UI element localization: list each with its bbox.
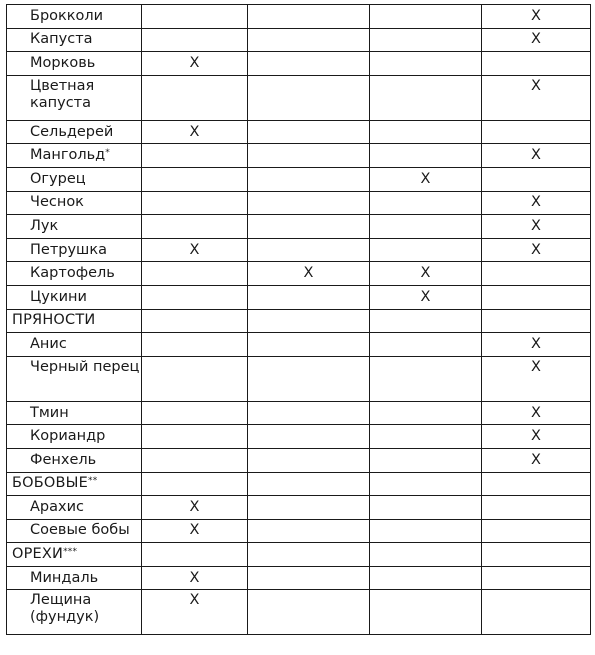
mark-cell-1 [142, 448, 248, 472]
mark-cell-3: X [370, 285, 482, 309]
item-name [7, 333, 142, 357]
mark-cell-2 [248, 519, 370, 543]
row-label: Арахис [30, 498, 84, 515]
mark-cell-3 [370, 120, 482, 144]
mark-cell-4 [482, 285, 591, 309]
mark-cell-1 [142, 425, 248, 449]
item-name [7, 191, 142, 215]
item-name [7, 262, 142, 286]
mark-cell-3 [370, 590, 482, 635]
mark-cell-4: X [482, 356, 591, 401]
mark-cell-3 [370, 215, 482, 239]
table-row [7, 52, 591, 76]
mark-cell-2 [248, 543, 370, 567]
item-name [7, 120, 142, 144]
item-name [7, 167, 142, 191]
mark-cell-3 [370, 309, 482, 333]
mark-cell-1 [142, 167, 248, 191]
table-row [7, 566, 591, 590]
mark-cell-4 [482, 262, 591, 286]
table-row [7, 5, 591, 29]
row-label: Сельдерей [30, 123, 114, 140]
mark-cell-2: X [248, 262, 370, 286]
row-label: Соевые бобы [30, 522, 130, 539]
section-header-row [7, 309, 591, 333]
mark-cell-4: X [482, 448, 591, 472]
mark-cell-4 [482, 496, 591, 520]
table-row [7, 356, 591, 401]
mark-cell-1: X [142, 566, 248, 590]
item-name [7, 356, 142, 401]
item-name [7, 28, 142, 52]
mark-cell-4 [482, 472, 591, 496]
row-label: Анис [30, 335, 67, 352]
mark-cell-2 [248, 144, 370, 168]
mark-cell-3 [370, 52, 482, 76]
mark-cell-2 [248, 75, 370, 120]
mark-cell-1 [142, 215, 248, 239]
mark-cell-4 [482, 52, 591, 76]
section-header-row [7, 543, 591, 567]
mark-cell-2 [248, 191, 370, 215]
item-name [7, 285, 142, 309]
row-label: Цукини [30, 288, 87, 305]
mark-cell-3 [370, 566, 482, 590]
mark-cell-3 [370, 28, 482, 52]
mark-cell-1 [142, 356, 248, 401]
mark-cell-3 [370, 472, 482, 496]
mark-cell-2 [248, 285, 370, 309]
mark-cell-4: X [482, 28, 591, 52]
mark-cell-2 [248, 566, 370, 590]
mark-cell-4: X [482, 425, 591, 449]
mark-cell-4: X [482, 75, 591, 120]
table-row [7, 448, 591, 472]
table-row [7, 519, 591, 543]
mark-cell-1 [142, 144, 248, 168]
mark-cell-2 [248, 425, 370, 449]
section-header-row [7, 472, 591, 496]
mark-cell-1: X [142, 590, 248, 635]
item-name [7, 425, 142, 449]
table-row [7, 262, 591, 286]
table-row [7, 590, 591, 635]
mark-cell-3 [370, 144, 482, 168]
table-row [7, 333, 591, 357]
mark-cell-1 [142, 401, 248, 425]
table-row [7, 191, 591, 215]
mark-cell-1: X [142, 120, 248, 144]
row-label: Огурец [30, 170, 86, 187]
mark-cell-2 [248, 401, 370, 425]
mark-cell-2 [248, 590, 370, 635]
footnote-marker: * [105, 148, 110, 159]
table-row [7, 238, 591, 262]
item-name [7, 238, 142, 262]
mark-cell-2 [248, 356, 370, 401]
mark-cell-1 [142, 75, 248, 120]
mark-cell-1 [142, 472, 248, 496]
mark-cell-4: X [482, 5, 591, 29]
mark-cell-1 [142, 285, 248, 309]
section-title [7, 309, 142, 333]
mark-cell-1 [142, 5, 248, 29]
mark-cell-4: X [482, 144, 591, 168]
table-row [7, 285, 591, 309]
row-label: Черный перец [30, 358, 140, 375]
footnote-marker: *** [63, 547, 78, 558]
row-label: Фенхель [30, 451, 97, 468]
item-name [7, 144, 142, 168]
mark-cell-2 [248, 28, 370, 52]
mark-cell-4: X [482, 191, 591, 215]
mark-cell-3 [370, 448, 482, 472]
mark-cell-4: X [482, 401, 591, 425]
table-row [7, 28, 591, 52]
item-name [7, 566, 142, 590]
mark-cell-2 [248, 215, 370, 239]
mark-cell-4 [482, 309, 591, 333]
item-name [7, 519, 142, 543]
row-label: Капуста [30, 31, 93, 48]
table-row [7, 496, 591, 520]
mark-cell-4: X [482, 333, 591, 357]
mark-cell-4 [482, 519, 591, 543]
mark-cell-4 [482, 566, 591, 590]
table-row [7, 120, 591, 144]
item-name [7, 401, 142, 425]
mark-cell-3 [370, 191, 482, 215]
row-label: Миндаль [30, 569, 99, 586]
mark-cell-3 [370, 5, 482, 29]
mark-cell-1: X [142, 496, 248, 520]
mark-cell-2 [248, 496, 370, 520]
table-body [7, 5, 591, 635]
row-label: Петрушка [30, 241, 107, 258]
row-label: БОБОВЫЕ [12, 475, 89, 492]
item-name [7, 52, 142, 76]
row-label: Лещина (фундук) [30, 592, 100, 626]
mark-cell-1 [142, 309, 248, 333]
mark-cell-3 [370, 519, 482, 543]
mark-cell-1: X [142, 52, 248, 76]
mark-cell-1: X [142, 519, 248, 543]
mark-cell-3 [370, 496, 482, 520]
item-name [7, 215, 142, 239]
mark-cell-3 [370, 356, 482, 401]
mark-cell-2 [248, 167, 370, 191]
mark-cell-3 [370, 543, 482, 567]
mark-cell-4 [482, 543, 591, 567]
mark-cell-4: X [482, 238, 591, 262]
mark-cell-1 [142, 191, 248, 215]
item-name [7, 75, 142, 120]
mark-cell-3 [370, 333, 482, 357]
mark-cell-1: X [142, 238, 248, 262]
row-label: ОРЕХИ [12, 546, 64, 563]
mark-cell-4: X [482, 215, 591, 239]
row-label: Картофель [30, 265, 115, 282]
row-label: Чеснок [30, 194, 84, 211]
item-name [7, 496, 142, 520]
section-title [7, 472, 142, 496]
mark-cell-2 [248, 52, 370, 76]
mark-cell-3 [370, 75, 482, 120]
row-label: Тмин [30, 404, 69, 421]
mark-cell-3 [370, 401, 482, 425]
mark-cell-1 [142, 28, 248, 52]
mark-cell-4 [482, 167, 591, 191]
table-row [7, 144, 591, 168]
table-row [7, 425, 591, 449]
row-label: ПРЯНОСТИ [12, 312, 96, 329]
food-table [6, 4, 591, 635]
mark-cell-1 [142, 262, 248, 286]
mark-cell-2 [248, 238, 370, 262]
table-row [7, 167, 591, 191]
table-row [7, 215, 591, 239]
mark-cell-3 [370, 238, 482, 262]
mark-cell-2 [248, 309, 370, 333]
mark-cell-2 [248, 120, 370, 144]
row-label: Брокколи [30, 7, 104, 24]
item-name [7, 5, 142, 29]
item-name [7, 448, 142, 472]
mark-cell-2 [248, 333, 370, 357]
mark-cell-4 [482, 120, 591, 144]
table-row [7, 75, 591, 120]
mark-cell-1 [142, 333, 248, 357]
row-label: Лук [30, 217, 59, 234]
mark-cell-2 [248, 472, 370, 496]
table-row [7, 401, 591, 425]
mark-cell-3: X [370, 167, 482, 191]
row-label: Кориандр [30, 428, 106, 445]
mark-cell-2 [248, 448, 370, 472]
item-name [7, 590, 142, 635]
row-label: Морковь [30, 54, 96, 71]
footnote-marker: ** [88, 476, 98, 487]
mark-cell-4 [482, 590, 591, 635]
row-label: Мангольд [30, 147, 106, 164]
mark-cell-3 [370, 425, 482, 449]
mark-cell-1 [142, 543, 248, 567]
row-label: Цветная капуста [30, 77, 95, 111]
section-title [7, 543, 142, 567]
mark-cell-3: X [370, 262, 482, 286]
mark-cell-2 [248, 5, 370, 29]
